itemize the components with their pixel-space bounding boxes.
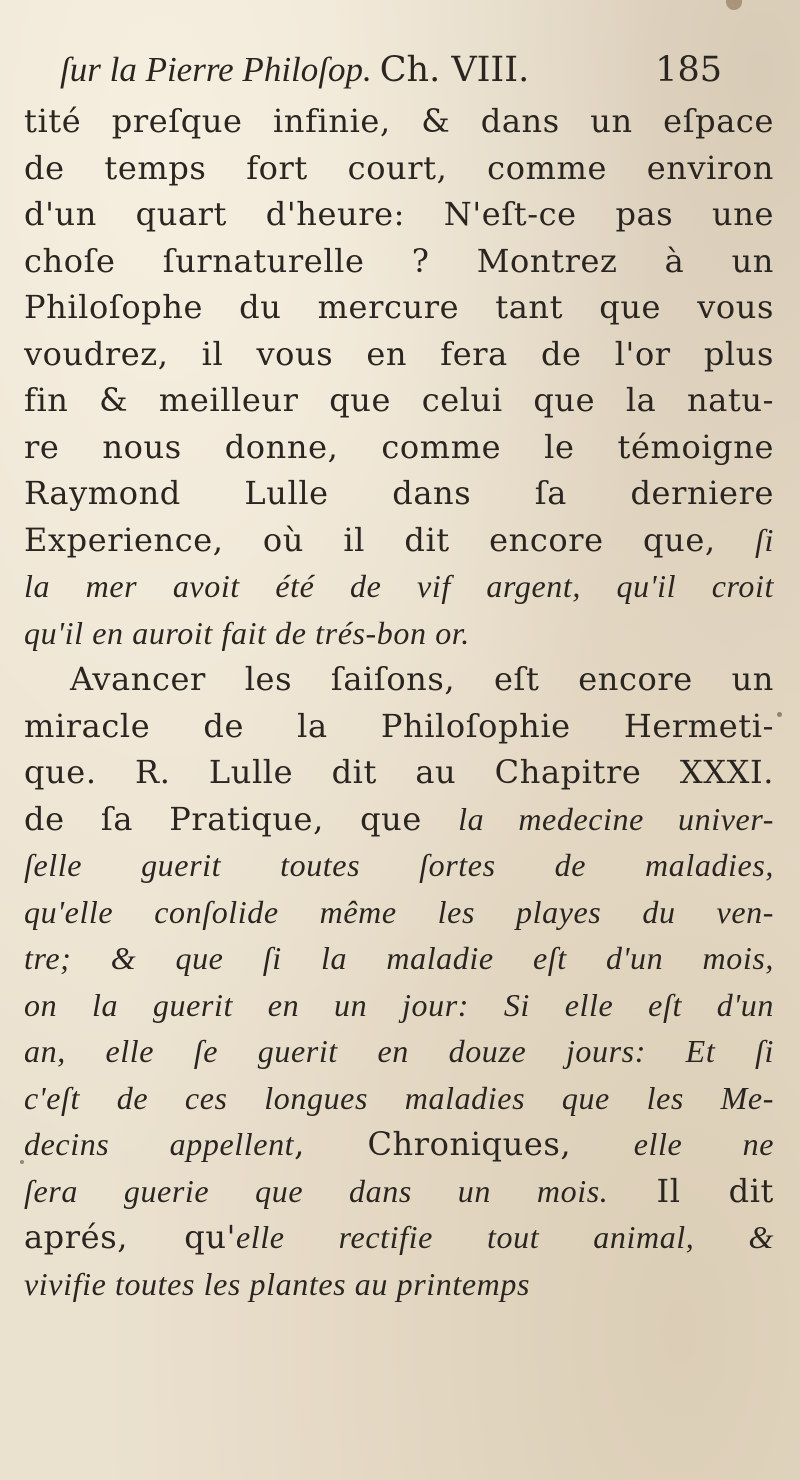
roman-segment: choſe ſurnaturelle ? Montrez à un — [24, 241, 774, 280]
text-line — [24, 470, 774, 517]
running-head — [60, 42, 760, 98]
italic-segment: c'eſt de ces longues maladies que les Me- — [24, 1079, 774, 1116]
text-line — [24, 1028, 774, 1075]
roman-segment: fin & meilleur que celui que la natu- — [24, 381, 774, 419]
italic-segment: elle ne — [633, 1126, 774, 1162]
body-text — [24, 98, 774, 1307]
roman-segment: tité preſque infinie, & dans un eſpace — [24, 102, 774, 140]
italic-segment: elle rectifie tout animal, & — [235, 1219, 774, 1255]
italic-segment: vivifie toutes les plantes au printemps — [24, 1265, 530, 1302]
text-line — [24, 796, 774, 843]
italic-segment: an, elle ſe guerit en douze jours: Et ſi — [24, 1033, 774, 1069]
italic-segment: qu'il en auroit fait de trés-bon or. — [24, 614, 470, 651]
roman-segment: Raymond Lulle dans ſa derniere — [24, 474, 774, 512]
roman-segment: Avancer les ſaiſons, eſt encore un — [70, 660, 774, 698]
italic-segment: qu'elle conſolide même les playes du ven- — [24, 893, 774, 930]
text-line — [24, 517, 774, 564]
roman-segment: Philoſophe du mercure tant que vous — [24, 288, 774, 326]
roman-segment: d'un quart d'heure: N'eſt-ce pas une — [24, 195, 774, 233]
text-line — [24, 284, 774, 331]
text-line — [24, 424, 774, 471]
text-line — [24, 982, 774, 1029]
text-line — [24, 377, 774, 424]
text-line — [24, 610, 774, 657]
text-line — [24, 191, 774, 238]
italic-segment: ſera guerie que dans un mois. — [24, 1172, 609, 1209]
text-line — [24, 563, 774, 610]
italic-segment: tre; & que ſi la maladie eſt d'un mois, — [24, 940, 774, 976]
roman-segment: , Chroniques, — [294, 1125, 634, 1163]
text-line — [24, 1075, 774, 1122]
italic-segment: decins appellent — [24, 1126, 295, 1162]
roman-segment: Experience, où il dit encore que, — [24, 520, 756, 559]
running-title: ſur la Pierre Philoſop. — [60, 50, 372, 89]
text-line — [24, 238, 774, 285]
italic-segment: on la guerit en un jour: Si elle eſt d'un — [24, 986, 774, 1023]
text-line — [24, 1214, 774, 1261]
text-line — [24, 842, 774, 889]
roman-segment: miracle de la Philoſophie Hermeti- — [24, 706, 774, 745]
roman-segment: de ſa Pratique, que — [24, 799, 459, 838]
italic-segment: la medecine univer- — [458, 800, 774, 837]
text-line — [24, 656, 774, 703]
text-line — [24, 1168, 774, 1215]
roman-segment: aprés, qu' — [24, 1218, 236, 1256]
italic-segment: ſi — [755, 521, 774, 558]
roman-segment: voudrez, il vous en fera de l'or plus — [24, 334, 774, 373]
paper-speck — [777, 712, 782, 717]
text-line — [24, 749, 774, 796]
roman-segment: Il dit — [608, 1171, 774, 1210]
ink-blot — [726, 0, 742, 10]
text-line — [24, 1121, 774, 1168]
italic-segment: la mer avoit été de vif argent, qu'il croit — [24, 568, 774, 604]
italic-segment: ſelle guerit toutes ſortes de maladies, — [24, 847, 774, 883]
chapter-label: Ch. VIII. — [379, 50, 530, 90]
roman-segment: de temps fort court, comme environ — [24, 148, 774, 187]
text-line — [24, 331, 774, 378]
text-line — [24, 935, 774, 982]
roman-segment: que. R. Lulle dit au Chapitre XXXI. — [24, 753, 774, 791]
roman-segment: re nous donne, comme le témoigne — [24, 427, 774, 466]
text-line — [24, 889, 774, 936]
text-line — [24, 703, 774, 750]
text-line — [24, 98, 774, 145]
page-number: 185 — [655, 50, 722, 90]
text-line — [24, 145, 774, 192]
text-line — [24, 1261, 774, 1308]
